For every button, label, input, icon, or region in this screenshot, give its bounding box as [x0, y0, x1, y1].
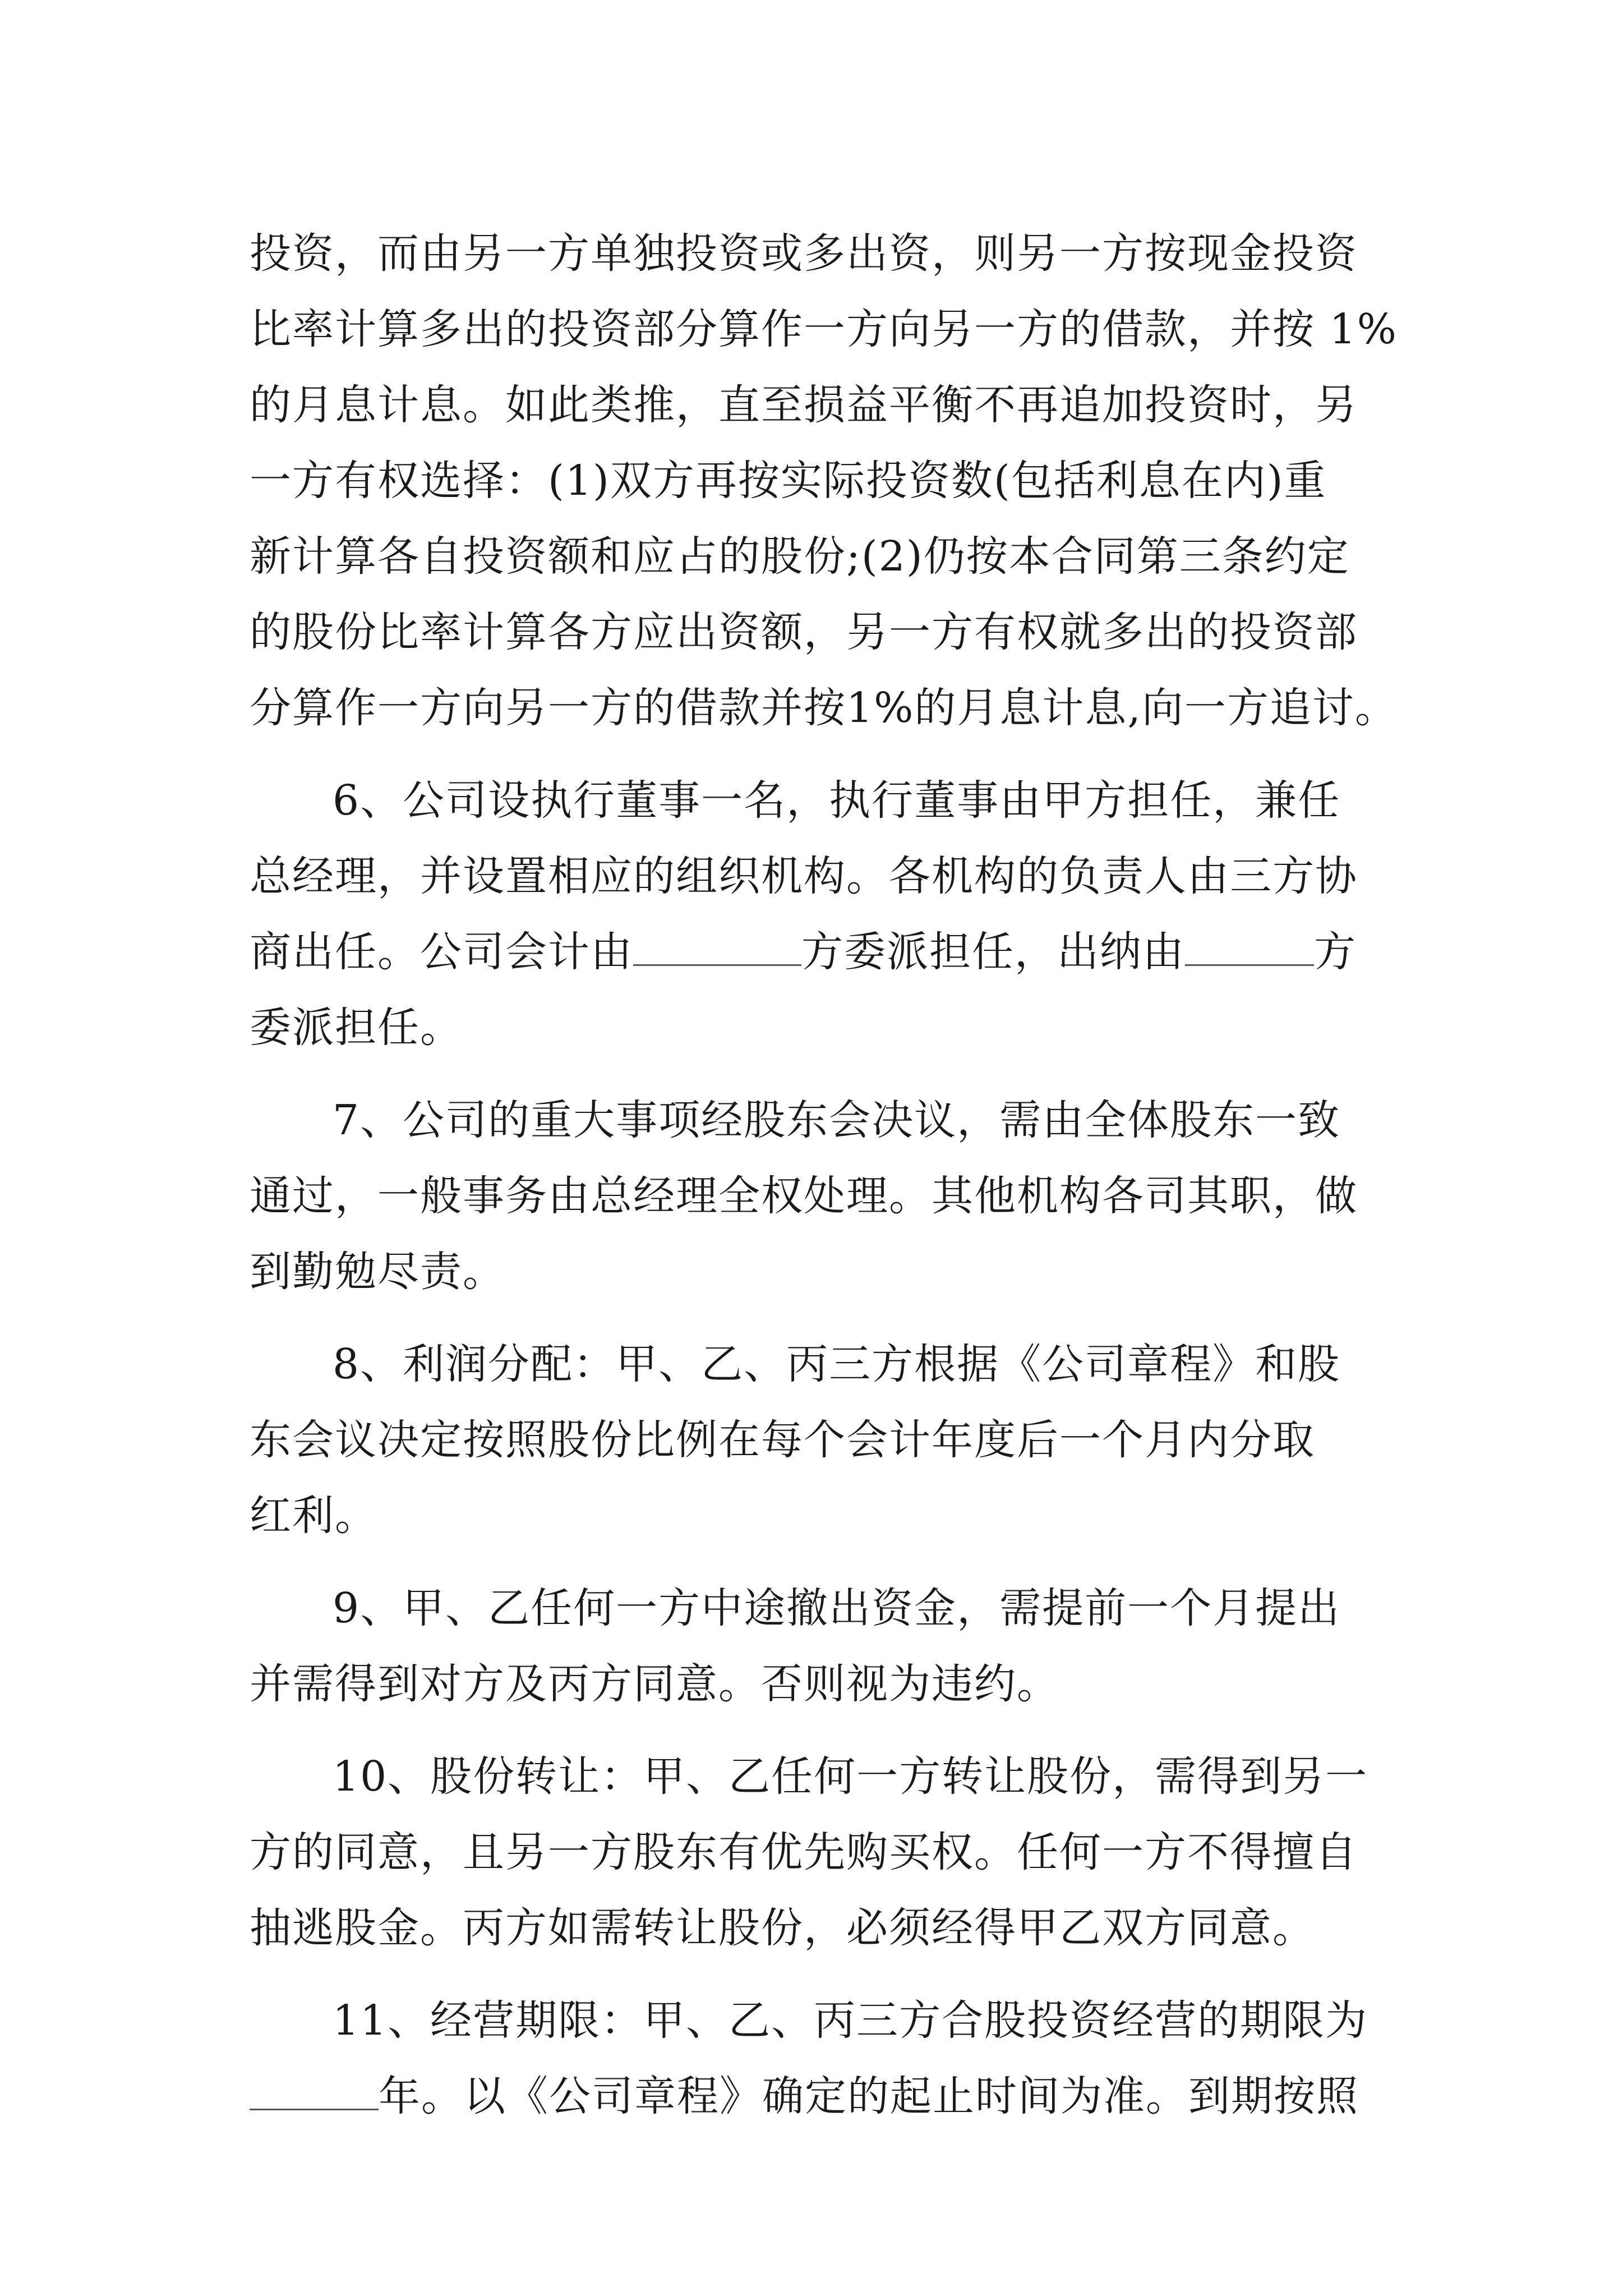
document-body	[250, 216, 1398, 2134]
text-segment: 方	[1314, 928, 1357, 976]
clause-7	[250, 1083, 1382, 1310]
text-line: 一方有权选择：(1)双方再按实际投资数(包括利息在内)重	[250, 457, 1327, 505]
text-line: 的股份比率计算各方应出资额，另一方有权就多出的投资部	[250, 608, 1358, 656]
clause-8	[250, 1327, 1382, 1554]
text-line: 到勤勉尽责。	[250, 1248, 505, 1296]
text-line: 7、公司的重大事项经股东会决议，需由全体股东一致	[333, 1096, 1341, 1144]
text-line: 8、利润分配：甲、乙、丙三方根据《公司章程》和股	[333, 1340, 1341, 1388]
accountant-party-blank[interactable]	[633, 932, 801, 966]
text-line: 的月息计息。如此类推，直至损益平衡不再追加投资时，另	[250, 381, 1358, 429]
clause-10	[250, 1739, 1382, 1966]
clause-6	[250, 763, 1382, 1066]
cashier-party-blank[interactable]	[1185, 932, 1314, 966]
text-segment: 方委派担任，出纳由	[801, 928, 1185, 976]
text-line-with-blanks	[250, 2059, 1382, 2134]
text-line: 9、甲、乙任何一方中途撤出资金，需提前一个月提出	[333, 1584, 1341, 1632]
text-line: 6、公司设执行董事一名，执行董事由甲方担任，兼任	[333, 776, 1341, 825]
text-line: 通过，一般事务由总经理全权处理。其他机构各司其职，做	[250, 1172, 1358, 1220]
text-line: 比率计算多出的投资部分算作一方向另一方的借款，并按 1%	[250, 305, 1398, 353]
text-line-with-blanks	[250, 914, 1382, 990]
text-line: 东会议决定按照股份比例在每个会计年度后一个月内分取	[250, 1416, 1315, 1464]
text-segment: 年。以《公司章程》确定的起止时间为准。到期按照	[379, 2072, 1359, 2120]
clause-5-continuation	[250, 216, 1398, 746]
text-line: 抽逃股金。丙方如需转让股份，必须经得甲乙双方同意。	[250, 1904, 1315, 1952]
text-line: 分算作一方向另一方的借款并按1%的月息计息,向一方追讨。	[250, 684, 1398, 732]
clause-9	[250, 1571, 1382, 1722]
text-line: 新计算各自投资额和应占的股份;(2)仍按本合同第三条约定	[250, 532, 1350, 581]
text-line: 11、经营期限：甲、乙、丙三方合股投资经营的期限为	[333, 1996, 1368, 2045]
text-line: 委派担任。	[250, 1004, 463, 1052]
clause-11	[250, 1983, 1382, 2134]
text-line: 红利。	[250, 1492, 377, 1540]
text-line: 方的同意，且另一方股东有优先购买权。任何一方不得擅自	[250, 1828, 1358, 1876]
text-line: 10、股份转让：甲、乙任何一方转让股份，需得到另一	[333, 1752, 1368, 1801]
term-years-blank[interactable]	[250, 2076, 379, 2110]
text-line: 总经理，并设置相应的组织机构。各机构的负责人由三方协	[250, 852, 1358, 900]
text-line: 投资，而由另一方单独投资或多出资，则另一方按现金投资	[250, 229, 1358, 278]
text-line: 并需得到对方及丙方同意。否则视为违约。	[250, 1660, 1059, 1708]
text-segment: 商出任。公司会计由	[250, 928, 633, 976]
